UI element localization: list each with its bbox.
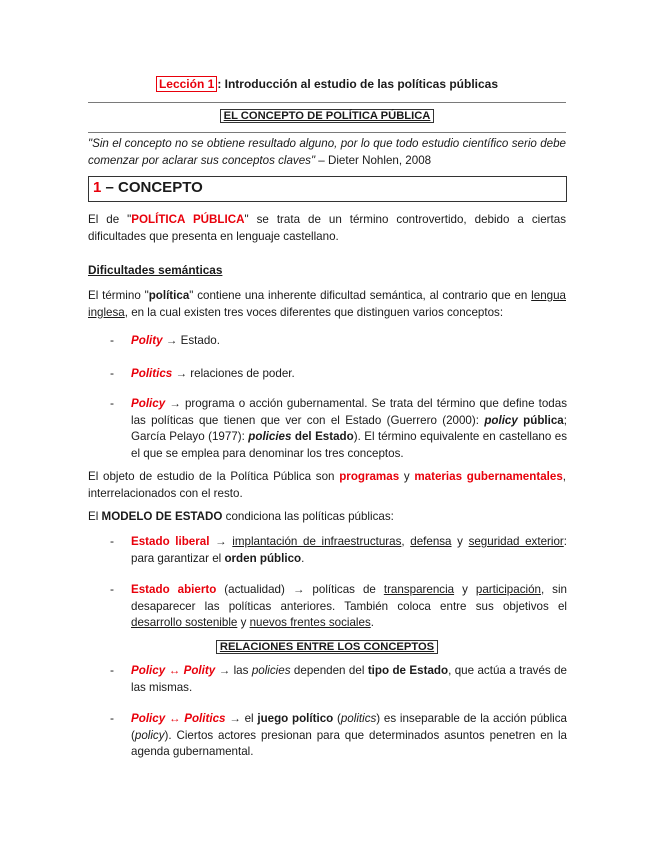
quote-text: "Sin el concepto no se obtiene resultado alguno, por lo que todo estudio científico serio debe comenzar por aclarar sus conceptos claves" bbox=[88, 137, 566, 167]
bullet-dash: - bbox=[110, 534, 114, 548]
study-object-paragraph: El objeto de estudio de la Política Pública son programas y materias gubernamentales, interrelacionados con el resto. bbox=[88, 470, 566, 500]
bullet-dash: - bbox=[110, 396, 114, 410]
lesson-title bbox=[88, 77, 566, 91]
relations-heading-box bbox=[88, 637, 566, 655]
section-heading: EL CONCEPTO DE POLÍTICA PÚBLICA bbox=[220, 109, 435, 123]
section-1-box bbox=[88, 176, 567, 202]
intro-paragraph: El de "POLÍTICA PÚBLICA" se trata de un término controvertido, debido a ciertas dificultades que presenta en lenguaje castellano. bbox=[88, 213, 567, 243]
bullet-dash: - bbox=[110, 366, 114, 380]
term-polity: Polity → Estado. bbox=[131, 334, 220, 347]
semantic-heading: Dificultades semánticas bbox=[88, 263, 223, 277]
quote-author: – Dieter Nohlen, 2008 bbox=[315, 153, 432, 167]
relation-policy-polity: Policy ↔ Polity → las policies dependen del tipo de Estado, que actúa a través de las mismas. bbox=[131, 664, 568, 694]
lesson-title-text: : Introducción al estudio de las políticas públicas bbox=[217, 77, 499, 91]
section-1-title: 1 – CONCEPTO bbox=[93, 179, 203, 196]
liberal-state-item: Estado liberal → implantación de infraestructuras, defensa y seguridad exterior: para garantizar el orden público. bbox=[131, 535, 567, 565]
rule-mid bbox=[88, 132, 566, 133]
bullet-dash: - bbox=[110, 333, 114, 347]
epigraph bbox=[88, 136, 566, 169]
lesson-number: Lección 1 bbox=[156, 76, 217, 92]
bullet-dash: - bbox=[110, 582, 114, 596]
state-model-paragraph: El MODELO DE ESTADO condiciona las políticas públicas: bbox=[88, 510, 394, 523]
section-heading-box bbox=[88, 106, 566, 124]
rule-top bbox=[88, 102, 566, 103]
relation-policy-politics: Policy ↔ Politics → el juego político (politics) es inseparable de la acción pública (policy). Ciertos actores presionan para que determinados asuntos penetren en la agenda gubernamental. bbox=[131, 712, 567, 758]
relations-heading: RELACIONES ENTRE LOS CONCEPTOS bbox=[216, 640, 438, 654]
bullet-dash: - bbox=[110, 663, 114, 677]
bullet-dash: - bbox=[110, 711, 114, 725]
term-politics: Politics → relaciones de poder. bbox=[131, 367, 295, 380]
open-state-item: Estado abierto (actualidad) → políticas de transparencia y participación, sin desaparecer las políticas anteriores. También coloca entre sus objetivos el desarrollo sostenible y nuevos frentes sociales. bbox=[131, 583, 567, 629]
semantic-paragraph: El término "política" contiene una inherente dificultad semántica, al contrario que en lengua inglesa, en la cual existen tres voces diferentes que distinguen varios conceptos: bbox=[88, 289, 566, 319]
term-policy: Policy → programa o acción gubernamental. Se trata del término que define todas las políticas que tienen que ver con el Estado (Guerrero (2000): policy pública; García Pelayo (1977): policies del Estado). El término equivalente en castellano es el que se emplea para denominar los tres conceptos. bbox=[131, 397, 567, 460]
